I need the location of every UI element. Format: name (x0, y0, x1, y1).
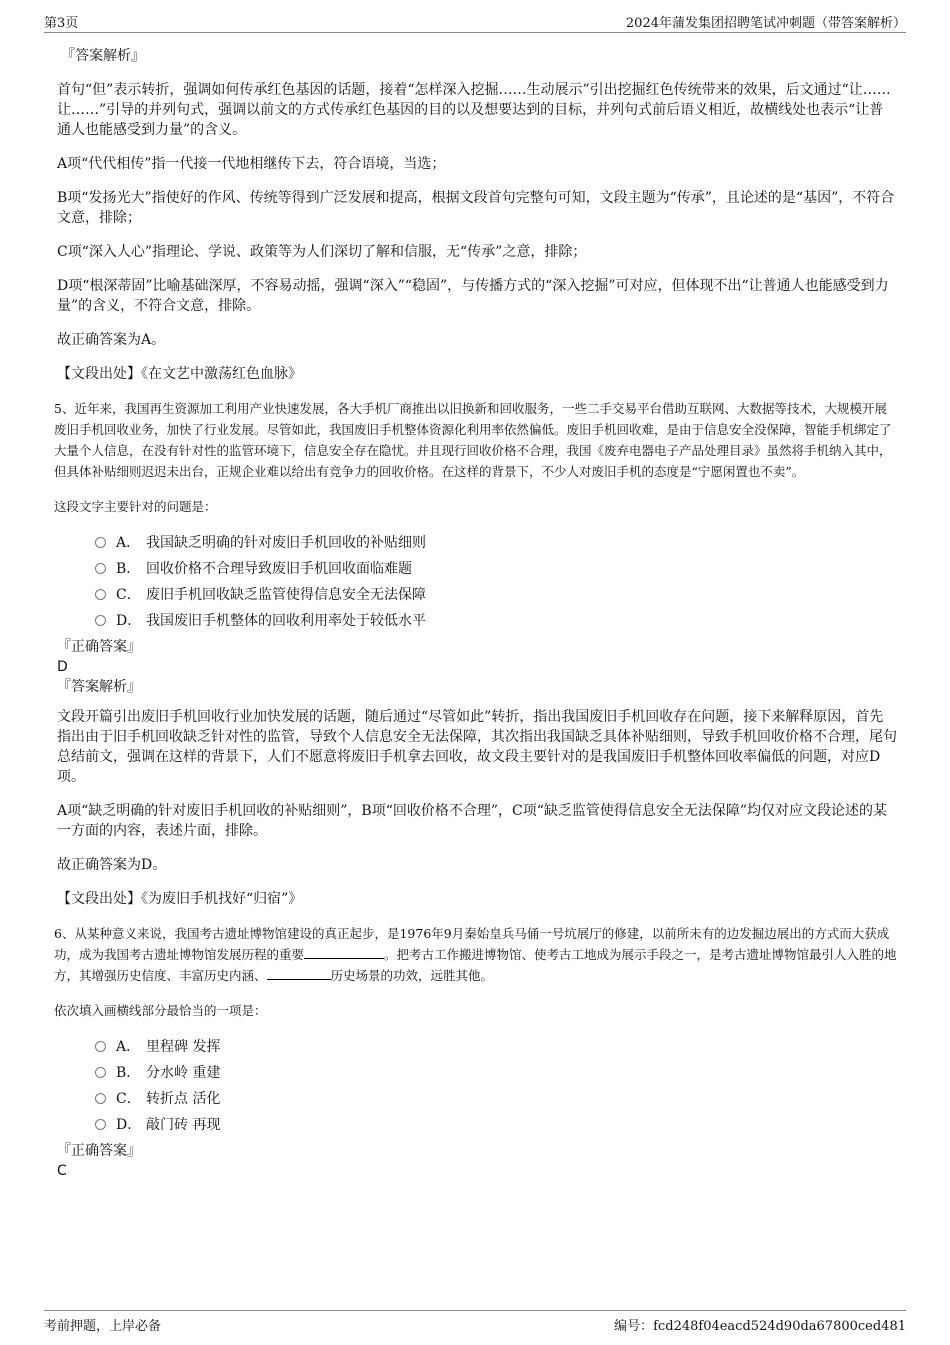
radio-icon[interactable] (95, 537, 106, 548)
source-citation: 【文段出处】《为废旧手机找好“归宿”》 (57, 891, 303, 907)
analysis-paragraph: C项“深入人心”指理论、学说、政策等为人们深切了解和信服，无“传承”之意，排除； (57, 244, 587, 260)
question-stem: 6、从某种意义来说，我国考古遗址博物馆建设的真正起步，是1976年9月秦始皇兵马俑一号坑展厅的修建，以前所未有的边发掘边展出的方式而大获成功，成为我国考古遗址博物馆发展历程的重要 。把考古工作搬进博物馆、使考古工地成为展示手段之一，是考古遗址博物馆最引人入胜的地方，其增强历史信度、丰富历史内涵、 历史场景的功效，远胜其他。 (54, 926, 897, 983)
fill-blank (304, 946, 384, 959)
question-stem: 5、近年来，我国再生资源加工利用产业快速发展，各大手机厂商推出以旧换新和回收服务，一些二手交易平台借助互联网、大数据等技术，大规模开展废旧手机回收业务，加快了行业发展。尽管如此，我国废旧手机整体资源化利用率依然偏低。废旧手机回收难，是由于信息安全没保障，智能手机绑定了大量个人信息，在没有针对性的监管环境下，信息安全存在隐忧。并且现行回收价格不合理，我国《废弃电器电子产品处理目录》虽然将手机纳入其中，但具体补贴细则迟迟未出台，正规企业难以给出有竞争力的回收价格。在这样的背景下，不少人对废旧手机的态度是“宁愿闲置也不卖”。 (54, 401, 892, 479)
option-b[interactable]: B． 分水岭 重建 (95, 1059, 897, 1085)
option-d[interactable]: D． 敲门砖 再现 (95, 1111, 897, 1137)
analysis-paragraph: D项“根深蒂固”比喻基础深厚，不容易动摇，强调“深入”“稳固”，与传播方式的“深入挖掘”可对应，但体现不出“让普通人也能感受到力量”的含义，不符合文意，排除。 (57, 278, 889, 314)
page-content (54, 46, 897, 1181)
document-title: 2024年蒲发集团招聘笔试冲刺题（带答案解析） (625, 16, 906, 31)
radio-icon[interactable] (95, 1119, 106, 1130)
analysis-paragraph: 首句“但”表示转折，强调如何传承红色基因的话题，接着“怎样深入挖掘……生动展示”引出挖掘红色传统带来的效果，后文通过“让……让……”引导的并列句式，强调以前文的方式传承红色基因的目的以及想要达到的目标，并列句式前后语义相近，故横线处也表示“让普通人也能感受到力量”的含义。 (57, 82, 891, 138)
page-header (44, 12, 906, 33)
radio-icon[interactable] (95, 589, 106, 600)
correct-answer-label: 『正确答案』 (57, 1143, 141, 1159)
question-prompt: 这段文字主要针对的问题是： (54, 499, 217, 514)
option-c[interactable]: C． 转折点 活化 (95, 1085, 897, 1111)
option-d[interactable]: D． 我国废旧手机整体的回收利用率处于较低水平 (95, 607, 897, 633)
page-number: 第3页 (44, 16, 79, 31)
fill-blank (267, 967, 331, 980)
option-list (57, 1033, 897, 1137)
document-serial: 编号：fcd248f04eacd524d90da67800ced481 (614, 1319, 906, 1334)
correct-answer-label: 『正确答案』 (57, 639, 141, 655)
option-a[interactable]: A． 里程碑 发挥 (95, 1033, 897, 1059)
option-c[interactable]: C． 废旧手机回收缺乏监管使得信息安全无法保障 (95, 581, 897, 607)
answer-conclusion: 故正确答案为D。 (57, 857, 167, 873)
analysis-paragraph: 文段开篇引出废旧手机回收行业加快发展的话题，随后通过“尽管如此”转折，指出我国废旧手机回收存在问题，接下来解释原因，首先指出由于旧手机回收缺乏针对性的监管，导致个人信息安全无法保障，其次指出我国缺乏具体补贴细则，导致手机回收价格不合理，尾句总结前文，强调在这样的背景下，人们不愿意将废旧手机拿去回收，故文段主要针对的是我国废旧手机整体回收率偏低的问题，对应D项。 (57, 709, 897, 785)
correct-answer: C (57, 1163, 67, 1179)
radio-icon[interactable] (95, 615, 106, 626)
radio-icon[interactable] (95, 1067, 106, 1078)
analysis-label: 『答案解析』 (61, 48, 145, 64)
option-a[interactable]: A． 我国缺乏明确的针对废旧手机回收的补贴细则 (95, 529, 897, 555)
radio-icon[interactable] (95, 1041, 106, 1052)
footer-slogan: 考前押题，上岸必备 (44, 1319, 162, 1334)
analysis-paragraph: B项“发扬光大”指使好的作风、传统等得到广泛发展和提高，根据文段首句完整句可知，文段主题为“传承”，且论述的是“基因”，不符合文意，排除； (57, 190, 895, 226)
source-citation: 【文段出处】《在文艺中激荡红色血脉》 (57, 366, 302, 382)
question-prompt: 依次填入画横线部分最恰当的一项是： (54, 1003, 267, 1018)
correct-answer: D (57, 659, 68, 675)
option-list (57, 529, 897, 633)
analysis-paragraph: A项“缺乏明确的针对废旧手机回收的补贴细则”，B项“回收价格不合理”，C项“缺乏监管使得信息安全无法保障”均仅对应文段论述的某一方面的内容，表述片面，排除。 (57, 803, 888, 839)
option-b[interactable]: B． 回收价格不合理导致废旧手机回收面临难题 (95, 555, 897, 581)
radio-icon[interactable] (95, 563, 106, 574)
radio-icon[interactable] (95, 1093, 106, 1104)
page-footer (44, 1310, 906, 1333)
answer-conclusion: 故正确答案为A。 (57, 332, 166, 348)
analysis-paragraph: A项“代代相传”指一代接一代地相继传下去，符合语境，当选； (57, 156, 446, 172)
analysis-label: 『答案解析』 (57, 679, 141, 695)
